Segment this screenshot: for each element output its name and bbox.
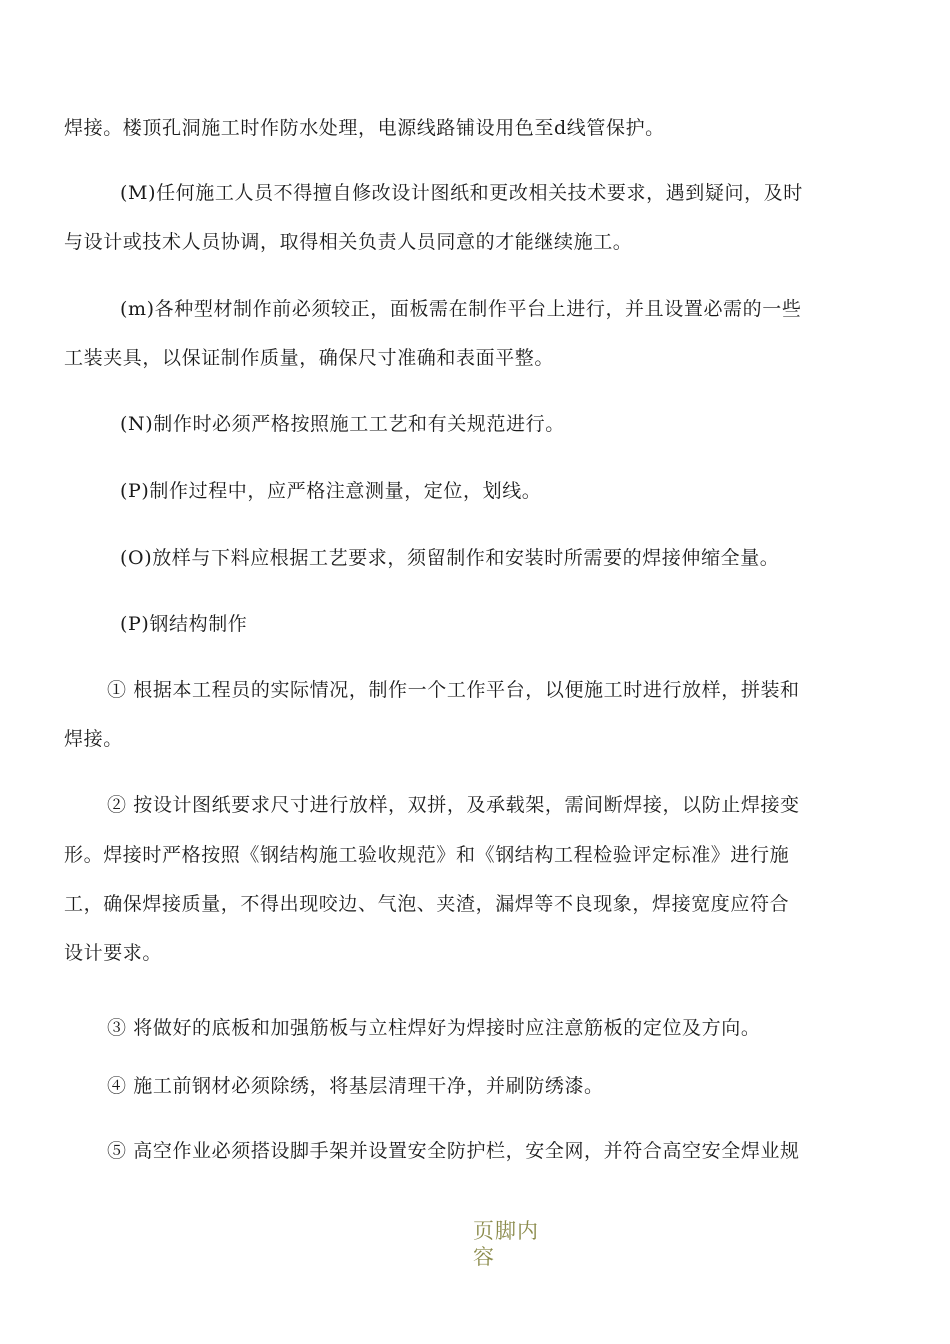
- paragraph-line: 形。焊接时严格按照《钢结构施工验收规范》和《钢结构工程检验评定标准》进行施: [64, 844, 790, 866]
- paragraph-line: 设计要求。: [64, 942, 163, 964]
- list-item: ③ 将做好的底板和加强筋板与立柱焊好为焊接时应注意筋板的定位及方向。: [107, 1017, 761, 1039]
- footer-text-line: 容: [473, 1245, 495, 1269]
- paragraph-line: 工装夹具，以保证制作质量，确保尺寸准确和表面平整。: [64, 347, 555, 369]
- page-footer: [473, 1218, 553, 1270]
- paragraph-line: (N)制作时必须严格按照施工工艺和有关规范进行。: [120, 413, 565, 435]
- list-item: ① 根据本工程员的实际情况，制作一个工作平台，以便施工时进行放样，拼装和: [107, 679, 800, 701]
- paragraph-line: (P)制作过程中，应严格注意测量，定位，划线。: [120, 480, 542, 502]
- paragraph-line: 焊接。: [64, 728, 123, 750]
- paragraph-line: (O)放样与下料应根据工艺要求，须留制作和安装时所需要的焊接伸缩全量。: [120, 547, 780, 569]
- footer-text-line: 页脚内: [473, 1219, 539, 1243]
- list-item: ② 按设计图纸要求尺寸进行放样，双拼，及承载架，需间断焊接，以防止焊接变: [107, 794, 800, 816]
- list-item: ④ 施工前钢材必须除绣，将基层清理干净，并刷防绣漆。: [107, 1075, 604, 1097]
- paragraph-line: (M)任何施工人员不得擅自修改设计图纸和更改相关技术要求，遇到疑问，及时: [120, 182, 803, 204]
- paragraph-line: 工，确保焊接质量，不得出现咬边、气泡、夹渣，漏焊等不良现象，焊接宽度应符合: [64, 893, 790, 915]
- section-heading: (P)钢结构制作: [120, 613, 248, 635]
- list-item: ⑤ 高空作业必须搭设脚手架并设置安全防护栏，安全网，并符合高空安全焊业规: [107, 1140, 800, 1162]
- paragraph-line: 与设计或技术人员协调，取得相关负责人员同意的才能继续施工。: [64, 231, 633, 253]
- paragraph-line: (m)各种型材制作前必须较正，面板需在制作平台上进行，并且设置必需的一些: [120, 298, 802, 320]
- paragraph-line: 焊接。楼顶孔洞施工时作防水处理，电源线路铺设用色至d线管保护。: [64, 117, 665, 139]
